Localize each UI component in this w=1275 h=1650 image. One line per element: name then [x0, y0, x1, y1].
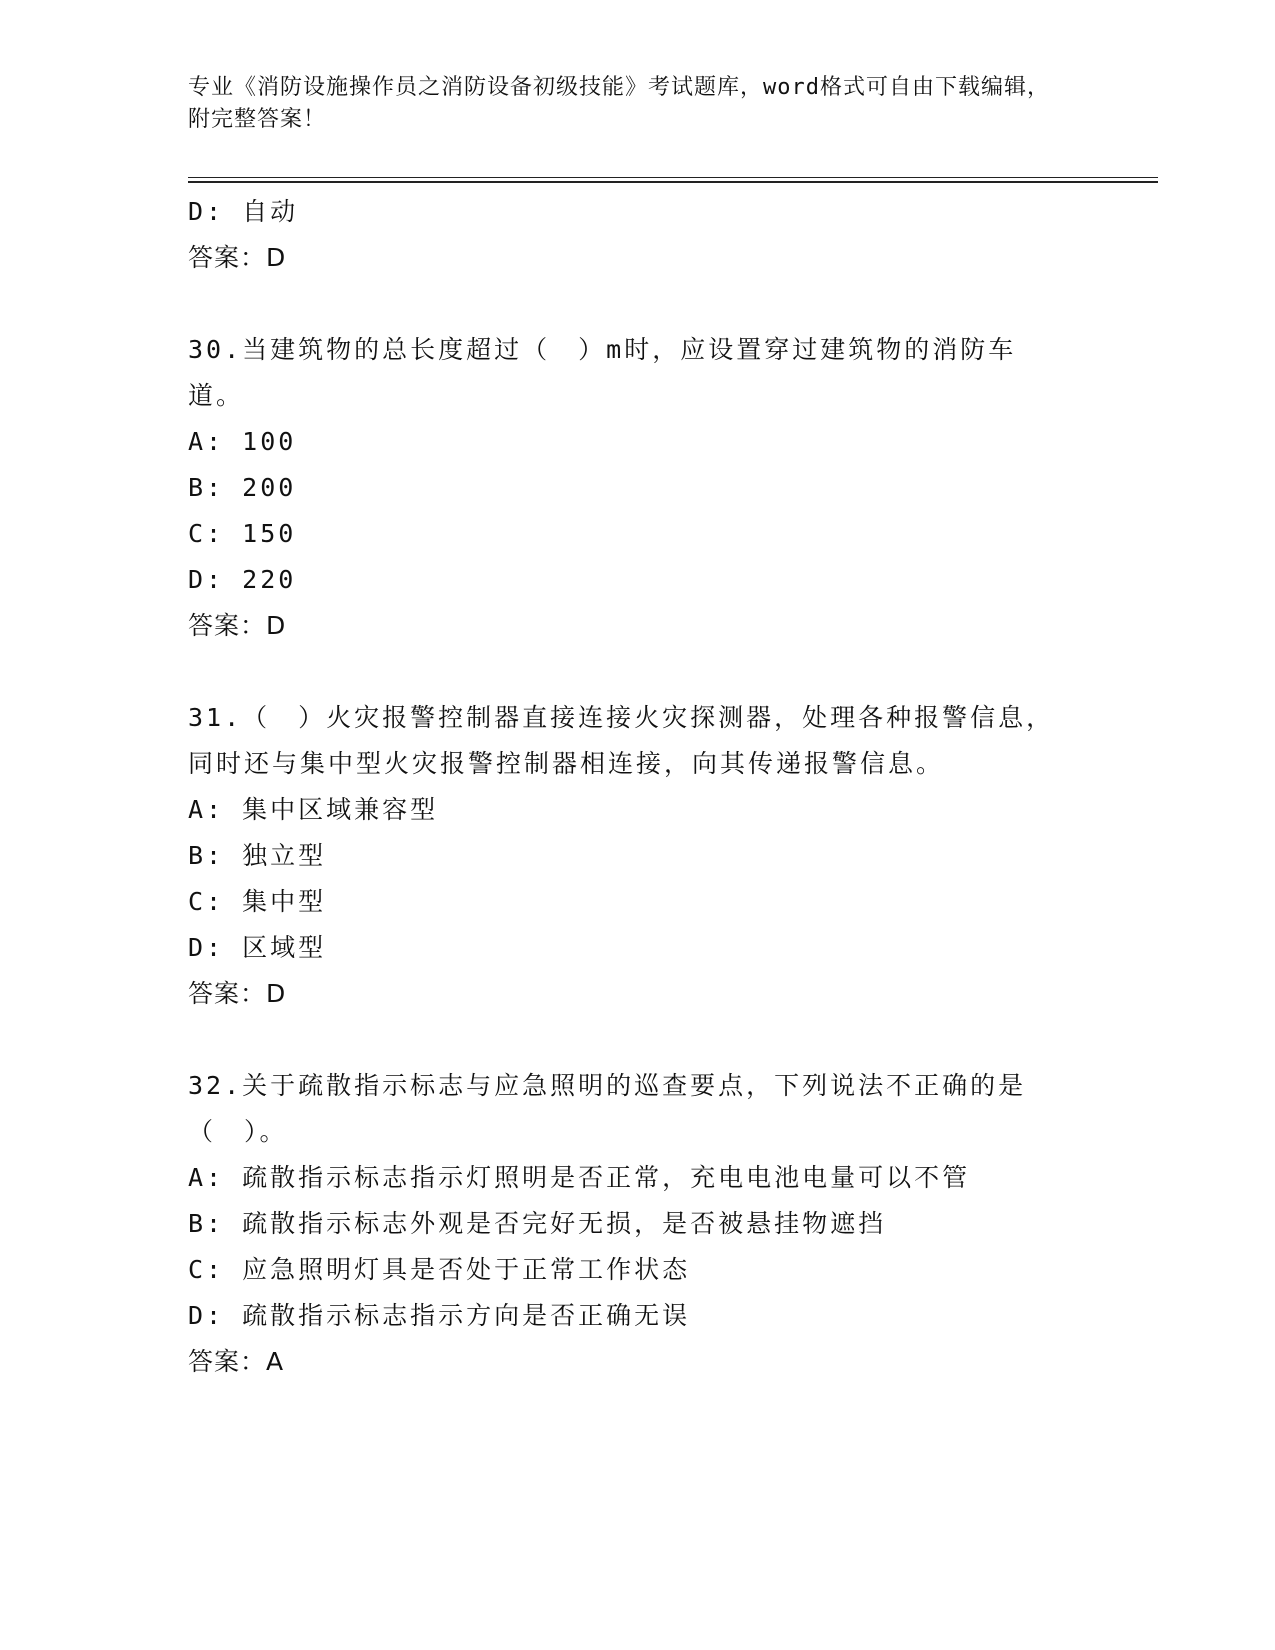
question-list [188, 189, 1088, 1385]
question-stem: 32.关于疏散指示标志与应急照明的巡查要点，下列说法不正确的是（ ）。 [188, 1071, 1027, 1146]
option-b: B: 疏散指示标志外观是否完好无损，是否被悬挂物遮挡 [188, 1209, 887, 1238]
option-d: D: 疏散指示标志指示方向是否正确无误 [188, 1301, 691, 1330]
answer-line: 答案：D [188, 243, 287, 272]
spacer [188, 1017, 1088, 1063]
spacer [188, 281, 1088, 327]
question-31 [188, 695, 1088, 1017]
option-a: A: 疏散指示标志指示灯照明是否正常，充电电池电量可以不管 [188, 1163, 971, 1192]
option-a: A: 100 [188, 427, 297, 456]
option-c: C: 150 [188, 519, 297, 548]
option-c: C: 应急照明灯具是否处于正常工作状态 [188, 1255, 691, 1284]
answer-line: 答案：A [188, 1347, 285, 1376]
question-30 [188, 327, 1088, 649]
option-a: A: 集中区域兼容型 [188, 795, 439, 824]
option-c: C: 集中型 [188, 887, 327, 916]
question-stem: 30.当建筑物的总长度超过（ ）m时，应设置穿过建筑物的消防车道。 [188, 335, 1017, 410]
option-b: B: 200 [188, 473, 297, 502]
option-b: B: 独立型 [188, 841, 327, 870]
document-header: 专业《消防设施操作员之消防设备初级技能》考试题库，word格式可自由下载编辑，附完整答案！ [188, 75, 1050, 132]
option-d: D: 区域型 [188, 933, 327, 962]
question-32 [188, 1063, 1088, 1385]
spacer [188, 649, 1088, 695]
answer-line: 答案：D [188, 611, 287, 640]
question-stem: 31.（ ）火灾报警控制器直接连接火灾探测器，处理各种报警信息，同时还与集中型火灾报警控制器相连接，向其传递报警信息。 [188, 703, 1055, 778]
header-divider-thick [188, 181, 1158, 183]
answer-line: 答案：D [188, 979, 287, 1008]
option-d: D: 220 [188, 565, 297, 594]
header-divider-thin [188, 177, 1158, 178]
option-d: D: 自动 [188, 197, 299, 226]
